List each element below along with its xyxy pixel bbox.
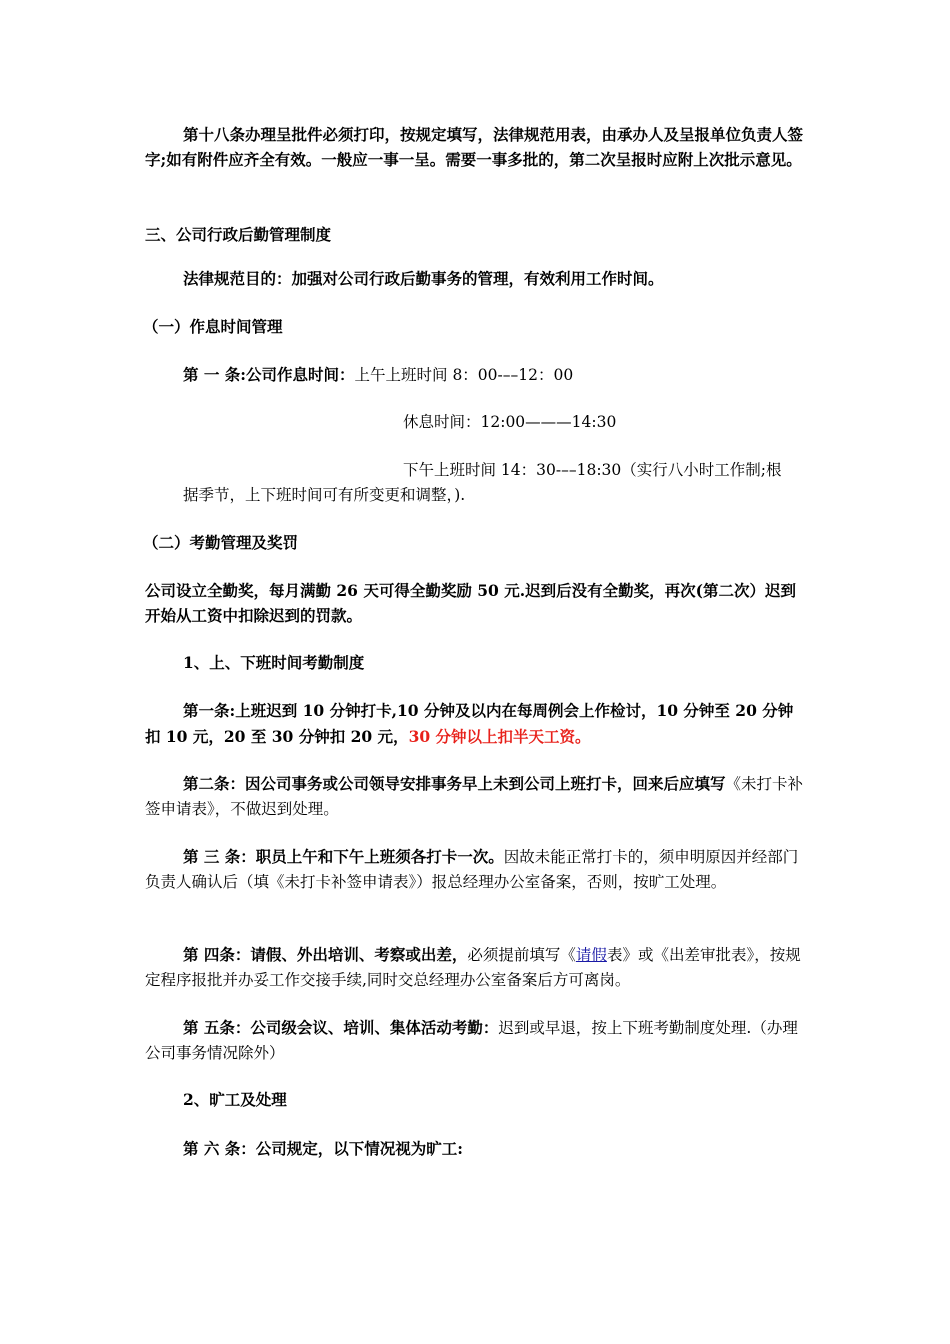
article-4-lead: 第 四条：请假、外出培训、考察或出差， <box>183 945 468 964</box>
rest-hours: 休息时间：12:00———14:30 <box>403 413 617 431</box>
part-1-heading: （一）作息时间管理 <box>143 317 283 336</box>
article-5-rest: 迟到或早退，按上下班考勤制度处理.（办理公司事务情况除外） <box>145 1019 798 1062</box>
attendance-article-1 <box>145 698 805 750</box>
attendance-bonus-paragraph: 公司设立全勤奖，每月满勤 26 天可得全勤奖励 50 元.迟到后没有全勤奖，再次(第二次）迟到开始从工资中扣除迟到的罚款。 <box>145 581 796 625</box>
article-18-paragraph: 第十八条办理呈批件必须打印，按规定填写，法律规范用表，由承办人及呈报单位负责人签字;如有附件应齐全有效。一般应一事一呈。需要一事多批的，第二次呈报时应附上次批示意见。 <box>145 125 804 169</box>
section-3-heading: 三、公司行政后勤管理制度 <box>145 225 332 244</box>
attendance-article-5 <box>145 1015 805 1066</box>
absenteeism-article-6: 第 六 条：公司规定，以下情况视为旷工: <box>183 1139 464 1158</box>
attendance-article-3 <box>145 844 805 895</box>
part-2-heading: （二）考勤管理及奖罚 <box>143 533 299 552</box>
article-2-lead: 第二条：因公司事务或公司领导安排事务早上未到公司上班打卡，回来后应填写 <box>183 774 726 793</box>
article-5-lead: 第 五条：公司级会议、培训、集体活动考勤： <box>183 1018 499 1037</box>
subsection-2-heading: 2、旷工及处理 <box>183 1090 287 1109</box>
article-1-text: 第一条:上班迟到 10 分钟打卡,10 分钟及以内在每周例会上作检讨，10 分钟至 20 分钟扣 10 元，20 至 30 分钟扣 20 元， <box>145 701 794 746</box>
work-hours-article-1 <box>145 362 805 388</box>
attendance-article-4 <box>145 942 805 993</box>
article-2-rest: 《未打卡补签申请表》，不做迟到处理。 <box>145 775 804 818</box>
afternoon-hours-line2: 据季节，上下班时间可有所变更和调整，). <box>183 486 466 504</box>
morning-hours: 上午上班时间 8：00-––12：00 <box>354 366 574 384</box>
article-1-penalty-highlight: 30 分钟以上扣半天工资。 <box>408 727 591 746</box>
leave-form-link[interactable]: 请假 <box>575 946 607 964</box>
purpose-paragraph: 法律规范目的：加强对公司行政后勤事务的管理，有效利用工作时间。 <box>183 269 664 288</box>
subsection-1-heading: 1、上、下班时间考勤制度 <box>183 653 365 672</box>
attendance-article-2 <box>145 771 805 822</box>
article-1-label: 第 一 条:公司作息时间： <box>183 365 355 384</box>
article-4-pre: 必须提前填写《 <box>467 946 576 964</box>
article-4-post: 表》或《出差审批表》，按规定程序报批并办妥工作交接手续,同时交总经理办公室备案后方可离岗。 <box>145 946 801 989</box>
article-3-lead: 第 三 条：职员上午和下午上班须各打卡一次。 <box>183 847 504 866</box>
afternoon-hours-line1: 下午上班时间 14：30-––18:30（实行八小时工作制;根 <box>403 461 782 479</box>
article-3-rest: 因故未能正常打卡的，须申明原因并经部门负责人确认后（填《未打卡补签申请表》）报总经理办公室备案，否则，按旷工处理。 <box>145 848 799 891</box>
